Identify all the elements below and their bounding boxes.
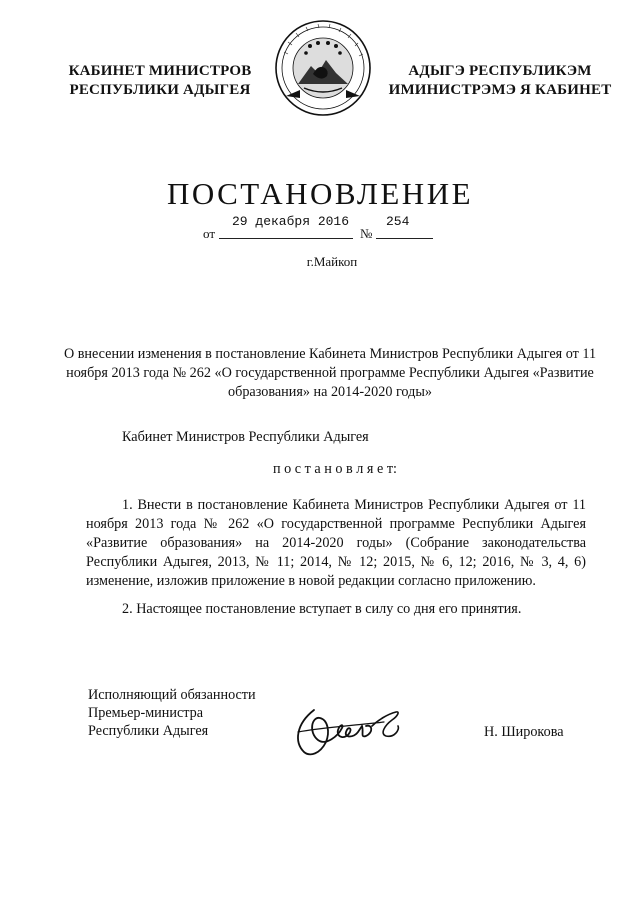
paragraph-1	[86, 496, 586, 591]
signatory-title	[88, 686, 256, 740]
signatory-line-1: Исполняющий обязанности	[88, 687, 256, 703]
date-prefix: от	[203, 226, 216, 241]
signatory-name: Н. Широкова	[484, 724, 564, 740]
header-right-line-1: АДЫГЭ РЕСПУБЛИКЭМ	[408, 63, 592, 79]
paragraph-1-text: 1. Внести в постановление Кабинета Министров Республики Адыгея от 11 ноября 2013 года № 262 «О государственной программе Республики Адыгея «Развитие образования» на 2014-2020 годы» (Собрание законодательства Республики Адыгея, 2013, № 11; 2014, № 12; 2015, № 6, 12; 2016, № 3, 4, 6) изменение, изложив приложение в новой редакции согласно приложению.	[86, 497, 586, 589]
number-underline	[376, 238, 433, 239]
resolves-label: п о с т а н о в л я е т:	[273, 461, 397, 477]
signatory-line-3: Республики Адыгея	[88, 723, 209, 739]
issuer-header-russian	[60, 62, 260, 100]
republic-of-adygea-emblem-icon	[268, 18, 378, 118]
document-title: ПОСТАНОВЛЕНИЕ	[166, 176, 474, 211]
handwritten-signature	[288, 702, 418, 760]
number-prefix: №	[360, 226, 373, 241]
city-label: г.Майкоп	[306, 254, 358, 269]
header-left-line-2: РЕСПУБЛИКИ АДЫГЕЯ	[69, 82, 251, 98]
issuing-body: Кабинет Министров Республики Адыгея	[122, 429, 369, 445]
number-value: 254	[386, 214, 410, 229]
header-right-line-2: ИМИНИСТРЭМЭ Я КАБИНЕТ	[388, 82, 612, 98]
date-value: 29 декабря 2016	[232, 214, 350, 229]
paragraph-2: 2. Настоящее постановление вступает в силу со дня его принятия.	[122, 601, 522, 617]
issuer-header-adyghe	[385, 62, 615, 100]
signatory-line-2: Премьер-министра	[88, 705, 204, 721]
document-subject: О внесении изменения в постановление Кабинета Министров Республики Адыгея от 11 ноября 2013 года № 262 «О государственной программе Республики Адыгея «Развитие образования» на 2014-2020 годы»	[63, 346, 597, 400]
date-underline	[219, 238, 353, 239]
header-left-line-1: КАБИНЕТ МИНИСТРОВ	[68, 63, 252, 79]
